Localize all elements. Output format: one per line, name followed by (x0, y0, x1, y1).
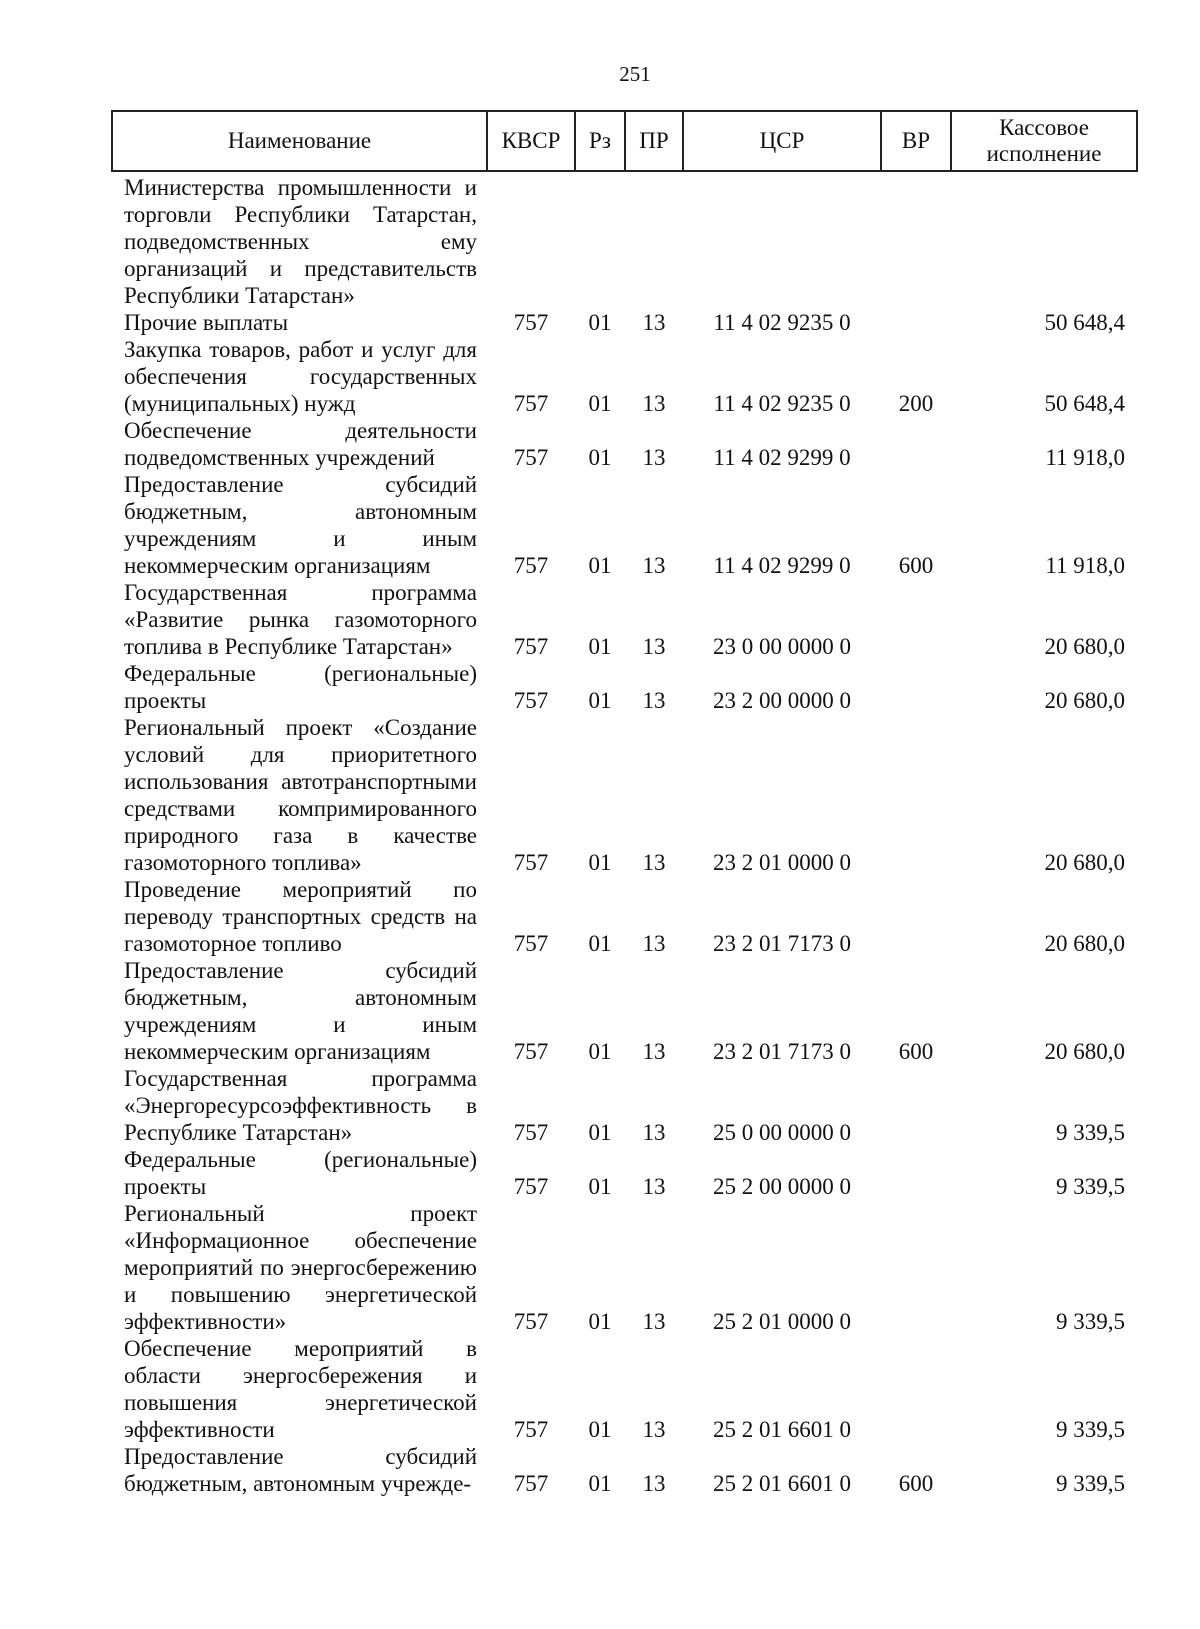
table-row (112, 1146, 1137, 1200)
table-row (112, 876, 1137, 957)
table-row (112, 309, 1137, 336)
row-vr (881, 876, 951, 957)
row-sum: 9 339,5 (1056, 1417, 1125, 1442)
row-kvsr: 757 (513, 1471, 549, 1496)
row-rz: 01 (588, 1471, 612, 1496)
header-name: Наименование (112, 111, 487, 171)
row-name: Обеспечение деятельности подведомственных учреждений (124, 418, 477, 470)
row-csr: 23 2 01 7173 0 (713, 1039, 851, 1064)
row-name: Государственная программа «Энергоресурсоэффективность в Республике Татарстан» (124, 1066, 477, 1145)
row-vr (881, 417, 951, 471)
row-kvsr: 757 (513, 445, 549, 470)
row-kvsr (487, 171, 575, 309)
row-name: Предоставление субсидий бюджетным, автономным учреждениям и иным некоммерческим организациям (124, 472, 477, 578)
row-sum: 20 680,0 (1044, 850, 1125, 875)
row-csr (683, 171, 881, 309)
row-rz: 01 (588, 553, 612, 578)
row-kvsr: 757 (513, 1174, 549, 1199)
row-name: Проведение мероприятий по переводу транспортных средств на газомоторное топливо (124, 877, 477, 956)
row-pr: 13 (642, 391, 666, 416)
table-header (112, 111, 1137, 171)
row-vr (881, 660, 951, 714)
row-vr: 200 (898, 391, 934, 416)
header-csr: ЦСР (683, 111, 881, 171)
row-csr: 23 2 01 0000 0 (713, 850, 851, 875)
table-row (112, 336, 1137, 417)
row-vr (881, 714, 951, 876)
row-csr: 25 0 00 0000 0 (713, 1120, 851, 1145)
table-row (112, 471, 1137, 579)
row-rz: 01 (588, 850, 612, 875)
row-name: Предоставление субсидий бюджетным, автономным учрежде- (124, 1444, 477, 1496)
row-csr: 23 2 00 0000 0 (713, 688, 851, 713)
row-vr: 600 (898, 553, 934, 578)
row-kvsr: 757 (513, 1039, 549, 1064)
header-pr: ПР (625, 111, 683, 171)
row-pr: 13 (642, 1471, 666, 1496)
row-kvsr: 757 (513, 1417, 549, 1442)
row-rz: 01 (588, 445, 612, 470)
row-name: Обеспечение мероприятий в области энергосбережения и повышения энергетической эффективности (124, 1336, 477, 1442)
row-csr: 11 4 02 9235 0 (713, 391, 851, 416)
row-csr: 25 2 01 0000 0 (713, 1309, 851, 1334)
row-kvsr: 757 (513, 391, 549, 416)
row-name: Государственная программа «Развитие рынка газомоторного топлива в Республике Татарстан» (124, 580, 477, 659)
row-sum: 9 339,5 (1056, 1309, 1125, 1334)
row-sum: 11 918,0 (1045, 553, 1125, 578)
row-kvsr: 757 (513, 1309, 549, 1334)
row-rz: 01 (588, 1417, 612, 1442)
row-csr: 23 0 00 0000 0 (713, 634, 851, 659)
header-rz: Рз (575, 111, 625, 171)
table-row (112, 417, 1137, 471)
row-sum: 9 339,5 (1056, 1120, 1125, 1145)
row-sum: 20 680,0 (1044, 634, 1125, 659)
row-sum: 20 680,0 (1044, 688, 1125, 713)
row-rz: 01 (588, 1120, 612, 1145)
row-pr: 13 (642, 1120, 666, 1145)
row-vr: 600 (898, 1471, 934, 1496)
row-vr (881, 1065, 951, 1146)
row-pr: 13 (642, 445, 666, 470)
row-name: Региональный проект «Информационное обеспечение мероприятий по энергосбережению и повышению энергетической эффективности» (124, 1201, 477, 1334)
page-number: 251 (619, 62, 651, 86)
table-row (112, 1200, 1137, 1335)
row-sum: 9 339,5 (1056, 1471, 1125, 1496)
row-sum: 20 680,0 (1044, 931, 1125, 956)
row-vr (881, 309, 951, 336)
row-csr: 11 4 02 9299 0 (713, 553, 851, 578)
table-body (112, 171, 1137, 1497)
row-sum: 9 339,5 (1056, 1174, 1125, 1199)
row-kvsr: 757 (513, 688, 549, 713)
row-pr (625, 171, 683, 309)
row-sum: 50 648,4 (1044, 310, 1125, 335)
row-rz: 01 (588, 688, 612, 713)
row-kvsr: 757 (513, 850, 549, 875)
row-pr: 13 (642, 310, 666, 335)
table-row (112, 1443, 1137, 1497)
row-rz (575, 171, 625, 309)
row-name: Федеральные (региональные) проекты (124, 1147, 477, 1199)
row-kvsr: 757 (513, 634, 549, 659)
row-kvsr: 757 (513, 1120, 549, 1145)
header-sum: Кассовое исполнение (951, 111, 1137, 171)
row-sum: 20 680,0 (1044, 1039, 1125, 1064)
row-pr: 13 (642, 1309, 666, 1334)
row-csr: 11 4 02 9299 0 (713, 445, 851, 470)
row-rz: 01 (588, 634, 612, 659)
header-kvsr: КВСР (487, 111, 575, 171)
row-name: Министерства промышленности и торговли Республики Татарстан, подведомственных ему организаций и представительств Республики Татарстан» (124, 175, 477, 308)
row-vr (881, 171, 951, 309)
row-pr: 13 (642, 634, 666, 659)
row-csr: 25 2 01 6601 0 (713, 1417, 851, 1442)
row-csr: 25 2 00 0000 0 (713, 1174, 851, 1199)
row-name: Федеральные (региональные) проекты (124, 661, 477, 713)
row-name: Прочие выплаты (124, 310, 289, 335)
row-pr: 13 (642, 688, 666, 713)
row-vr (881, 1200, 951, 1335)
table-row (112, 957, 1137, 1065)
row-sum: 50 648,4 (1044, 391, 1125, 416)
row-pr: 13 (642, 1174, 666, 1199)
row-name: Региональный проект «Создание условий для приоритетного использования автотранспортными средствами компримированного природного газа в качестве газомоторного топлива» (124, 715, 477, 875)
row-pr: 13 (642, 1039, 666, 1064)
row-sum: 11 918,0 (1045, 445, 1125, 470)
row-pr: 13 (642, 553, 666, 578)
row-name: Предоставление субсидий бюджетным, автономным учреждениям и иным некоммерческим организациям (124, 958, 477, 1064)
row-csr: 11 4 02 9235 0 (713, 310, 851, 335)
row-rz: 01 (588, 310, 612, 335)
table-row (112, 1065, 1137, 1146)
row-rz: 01 (588, 931, 612, 956)
row-csr: 25 2 01 6601 0 (713, 1471, 851, 1496)
row-kvsr: 757 (513, 931, 549, 956)
row-csr: 23 2 01 7173 0 (713, 931, 851, 956)
row-kvsr: 757 (513, 310, 549, 335)
table-row (112, 714, 1137, 876)
row-rz: 01 (588, 1039, 612, 1064)
row-vr (881, 1146, 951, 1200)
row-rz: 01 (588, 1309, 612, 1334)
budget-table (111, 110, 1138, 1497)
table-row (112, 579, 1137, 660)
row-rz: 01 (588, 1174, 612, 1199)
row-pr: 13 (642, 931, 666, 956)
row-rz: 01 (588, 391, 612, 416)
row-sum (951, 171, 1137, 309)
row-vr (881, 579, 951, 660)
row-vr (881, 1335, 951, 1443)
row-name: Закупка товаров, работ и услуг для обеспечения государственных (муниципальных) нужд (124, 337, 477, 416)
row-pr: 13 (642, 850, 666, 875)
table-row (112, 171, 1137, 309)
row-vr: 600 (898, 1039, 934, 1064)
table-row (112, 660, 1137, 714)
row-kvsr: 757 (513, 553, 549, 578)
row-pr: 13 (642, 1417, 666, 1442)
header-vr: ВР (881, 111, 951, 171)
table-row (112, 1335, 1137, 1443)
